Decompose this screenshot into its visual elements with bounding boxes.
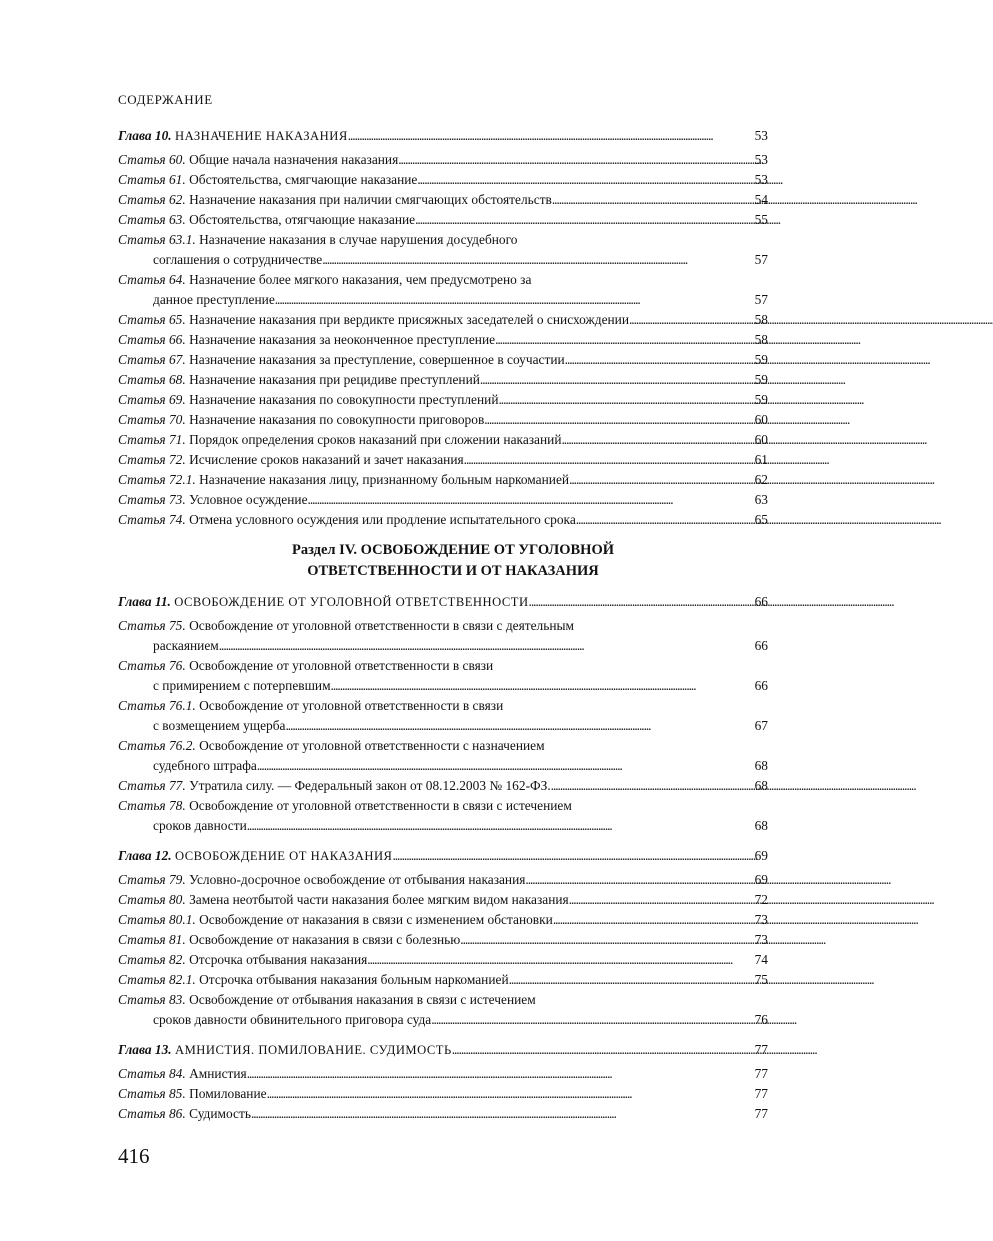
article-title-continued: данное преступление xyxy=(153,292,275,307)
toc-entry xyxy=(118,736,768,776)
page-ref: 68 xyxy=(754,758,768,773)
page-ref: 77 xyxy=(754,1106,768,1121)
article-title: Назначение наказания лицу, признанному больным наркоманией xyxy=(199,472,570,487)
chapter-title: ОСВОБОЖДЕНИЕ ОТ НАКАЗАНИЯ xyxy=(174,849,393,863)
page-ref: 66 xyxy=(754,638,768,653)
page-ref: 66 xyxy=(754,594,768,609)
toc-entry xyxy=(118,1084,768,1104)
article-label: Статья 83. xyxy=(118,992,186,1007)
article-label: Статья 72. xyxy=(118,452,186,467)
toc-entry xyxy=(118,470,768,490)
article-title: Назначение наказания за преступление, совершенное в соучастии xyxy=(189,352,565,367)
page-ref: 72 xyxy=(754,892,768,907)
leader-dots xyxy=(247,1064,754,1084)
leader-dots xyxy=(553,910,754,930)
page-ref: 74 xyxy=(754,952,768,967)
toc-entry xyxy=(118,310,768,330)
article-heading xyxy=(118,410,484,430)
article-title: Отмена условного осуждения или продление испытательного срока xyxy=(189,512,576,527)
page-ref: 61 xyxy=(754,452,768,467)
article-heading xyxy=(118,350,565,370)
page-ref: 75 xyxy=(754,972,768,987)
leader-dots xyxy=(417,170,753,190)
toc-entry-line xyxy=(118,756,768,776)
leader-dots xyxy=(251,1104,754,1124)
article-title-continued: с примирением с потерпевшим xyxy=(153,678,331,693)
article-label: Статья 79. xyxy=(118,872,186,887)
article-title-continued: с возмещением ущерба xyxy=(153,718,286,733)
article-heading xyxy=(118,776,551,796)
article-heading xyxy=(118,390,499,410)
article-label: Статья 82. xyxy=(118,952,186,967)
chapter-heading xyxy=(118,126,768,146)
leader-dots xyxy=(525,870,753,890)
article-label: Статья 65. xyxy=(118,312,186,327)
article-label: Статья 85. xyxy=(118,1086,186,1101)
toc-entry-line xyxy=(118,150,768,170)
leader-dots xyxy=(367,950,753,970)
toc-entry xyxy=(118,490,768,510)
article-heading xyxy=(118,370,480,390)
page-ref: 62 xyxy=(754,472,768,487)
leader-dots xyxy=(452,1040,754,1060)
article-title: Утратила силу. — Федеральный закон от 08.12.2003 № 162-ФЗ. xyxy=(189,778,551,793)
article-heading xyxy=(118,210,415,230)
article-title-continued: раскаянием xyxy=(153,638,219,653)
toc-entry xyxy=(118,410,768,430)
toc-entry-line xyxy=(118,1104,768,1124)
page-ref: 77 xyxy=(754,1042,768,1057)
toc-entry-line xyxy=(118,616,768,636)
leader-dots xyxy=(495,330,754,350)
article-title: Освобождение от отбывания наказания в связи с истечением xyxy=(189,992,536,1007)
chapter-heading xyxy=(118,846,768,866)
page-ref: 59 xyxy=(754,372,768,387)
article-label: Статья 73. xyxy=(118,492,186,507)
toc-entry-line xyxy=(118,170,768,190)
table-of-contents xyxy=(118,126,768,1124)
chapter-heading xyxy=(118,592,768,612)
page-ref: 60 xyxy=(754,432,768,447)
leader-dots xyxy=(551,776,754,796)
article-label: Статья 77. xyxy=(118,778,186,793)
leader-dots xyxy=(331,676,754,696)
article-label: Статья 76.1. xyxy=(118,698,196,713)
article-heading xyxy=(118,330,495,350)
toc-entry-line xyxy=(118,696,768,716)
leader-dots xyxy=(257,756,754,776)
toc-entry-line xyxy=(118,390,768,410)
page-ref: 65 xyxy=(754,512,768,527)
article-label: Статья 76. xyxy=(118,658,186,673)
chapter-label: Глава 10. xyxy=(118,128,172,143)
article-label: Статья 71. xyxy=(118,432,186,447)
leader-dots xyxy=(398,150,753,170)
page-ref: 53 xyxy=(754,152,768,167)
toc-entry-line xyxy=(118,1010,768,1030)
toc-entry-line xyxy=(118,190,768,210)
article-heading xyxy=(118,1104,251,1124)
toc-entry-line xyxy=(118,290,768,310)
toc-entry-line xyxy=(118,910,768,930)
toc-entry xyxy=(118,970,768,990)
page-ref: 53 xyxy=(754,172,768,187)
article-title: Освобождение от наказания в связи с изменением обстановки xyxy=(199,912,553,927)
article-label: Статья 78. xyxy=(118,798,186,813)
article-heading xyxy=(118,950,367,970)
article-label: Статья 70. xyxy=(118,412,186,427)
leader-dots xyxy=(569,470,754,490)
article-heading xyxy=(118,510,576,530)
article-title: Освобождение от уголовной ответственности с назначением xyxy=(199,738,545,753)
toc-entry xyxy=(118,450,768,470)
toc-entry-line xyxy=(118,410,768,430)
toc-entry-line xyxy=(118,816,768,836)
article-label: Статья 84. xyxy=(118,1066,186,1081)
toc-entry xyxy=(118,1064,768,1084)
toc-entry xyxy=(118,190,768,210)
article-label: Статья 62. xyxy=(118,192,186,207)
toc-entry xyxy=(118,796,768,836)
article-title: Назначение наказания за неоконченное преступление xyxy=(189,332,496,347)
article-title: Освобождение от уголовной ответственности в связи xyxy=(199,698,504,713)
toc-entry-line xyxy=(118,370,768,390)
toc-entry-line xyxy=(118,1064,768,1084)
toc-entry-line xyxy=(118,776,768,796)
toc-entry xyxy=(118,990,768,1030)
article-title-continued: сроков давности обвинительного приговора суда xyxy=(153,1012,432,1027)
toc-entry-line xyxy=(118,716,768,736)
leader-dots xyxy=(348,126,754,146)
article-title: Назначение более мягкого наказания, чем предусмотрено за xyxy=(189,272,532,287)
page-ref: 77 xyxy=(754,1066,768,1081)
toc-entry-line xyxy=(118,210,768,230)
article-heading xyxy=(118,450,464,470)
article-title: Освобождение от уголовной ответственности в связи xyxy=(189,658,494,673)
toc-entry xyxy=(118,330,768,350)
article-title-continued: соглашения о сотрудничестве xyxy=(153,252,323,267)
toc-entry-line xyxy=(118,310,768,330)
article-title: Порядок определения сроков наказаний при сложении наказаний xyxy=(189,432,562,447)
toc-entry xyxy=(118,210,768,230)
page-ref: 57 xyxy=(754,252,768,267)
toc-entry xyxy=(118,350,768,370)
toc-entry xyxy=(118,696,768,736)
article-label: Статья 66. xyxy=(118,332,186,347)
page-ref: 58 xyxy=(754,332,768,347)
toc-entry xyxy=(118,510,768,530)
article-title: Судимость xyxy=(189,1106,251,1121)
article-label: Статья 81. xyxy=(118,932,186,947)
leader-dots xyxy=(464,450,754,470)
leader-dots xyxy=(552,190,754,210)
article-label: Статья 74. xyxy=(118,512,186,527)
article-title: Назначение наказания по совокупности приговоров xyxy=(189,412,485,427)
article-label: Статья 61. xyxy=(118,172,186,187)
page-ref: 59 xyxy=(754,392,768,407)
article-title: Обстоятельства, смягчающие наказание xyxy=(189,172,418,187)
page-ref: 69 xyxy=(754,872,768,887)
page-ref: 66 xyxy=(754,678,768,693)
chapter-title: АМНИСТИЯ. ПОМИЛОВАНИЕ. СУДИМОСТЬ xyxy=(174,1043,452,1057)
article-label: Статья 63.1. xyxy=(118,232,196,247)
leader-dots xyxy=(431,1010,753,1030)
leader-dots xyxy=(576,510,754,530)
toc-entry xyxy=(118,870,768,890)
page-number: 416 xyxy=(118,1144,150,1168)
page-ref: 60 xyxy=(754,412,768,427)
chapter-label: Глава 11. xyxy=(118,594,171,609)
leader-dots xyxy=(565,350,754,370)
article-label: Статья 63. xyxy=(118,212,186,227)
section-heading-line: Раздел IV. ОСВОБОЖДЕНИЕ ОТ УГОЛОВНОЙ xyxy=(291,542,615,558)
toc-entry-line xyxy=(118,796,768,816)
toc-entry xyxy=(118,910,768,930)
toc-entry-line xyxy=(118,470,768,490)
leader-dots xyxy=(275,290,754,310)
toc-entry xyxy=(118,1104,768,1124)
leader-dots xyxy=(322,250,753,270)
article-label: Статья 69. xyxy=(118,392,186,407)
article-label: Статья 80.1. xyxy=(118,912,196,927)
article-label: Статья 75. xyxy=(118,618,186,633)
leader-dots xyxy=(219,636,754,656)
article-heading xyxy=(118,310,629,330)
article-title: Общие начала назначения наказания xyxy=(189,152,399,167)
leader-dots xyxy=(480,370,754,390)
toc-entry-line xyxy=(118,430,768,450)
article-heading xyxy=(118,1064,247,1084)
toc-entry-line xyxy=(118,510,768,530)
toc-entry xyxy=(118,890,768,910)
article-title: Освобождение от уголовной ответственности в связи с деятельным xyxy=(189,618,574,633)
toc-entry xyxy=(118,390,768,410)
chapter-entries xyxy=(118,1064,768,1124)
page-ref: 67 xyxy=(754,718,768,733)
leader-dots xyxy=(484,410,753,430)
page-ref: 73 xyxy=(754,912,768,927)
article-heading xyxy=(118,190,552,210)
article-title: Исчисление сроков наказаний и зачет наказания xyxy=(189,452,464,467)
toc-entry-line xyxy=(118,1084,768,1104)
article-heading xyxy=(118,890,569,910)
toc-entry-line xyxy=(118,350,768,370)
toc-entry xyxy=(118,230,768,270)
leader-dots xyxy=(392,846,753,866)
article-title: Отсрочка отбывания наказания больным наркоманией xyxy=(199,972,509,987)
toc-entry-line xyxy=(118,736,768,756)
article-heading xyxy=(118,970,509,990)
section-heading xyxy=(118,540,768,582)
article-label: Статья 72.1. xyxy=(118,472,196,487)
leader-dots xyxy=(509,970,754,990)
section-heading-line: ОТВЕТСТВЕННОСТИ И ОТ НАКАЗАНИЯ xyxy=(307,563,599,579)
toc-entry xyxy=(118,616,768,656)
article-title: Замена неотбытой части наказания более мягким видом наказания xyxy=(189,892,569,907)
leader-dots xyxy=(629,310,754,330)
page-ref: 58 xyxy=(754,312,768,327)
article-heading xyxy=(118,870,525,890)
toc-entry-line xyxy=(118,930,768,950)
page-ref: 57 xyxy=(754,292,768,307)
toc-entry xyxy=(118,950,768,970)
article-heading xyxy=(118,430,562,450)
toc-entry-line xyxy=(118,330,768,350)
article-heading xyxy=(118,150,398,170)
page-ref: 54 xyxy=(754,192,768,207)
toc-entry-line xyxy=(118,450,768,470)
toc-entry xyxy=(118,430,768,450)
article-label: Статья 86. xyxy=(118,1106,186,1121)
article-title-continued: судебного штрафа xyxy=(153,758,257,773)
page-ref: 69 xyxy=(754,848,768,863)
page-ref: 68 xyxy=(754,818,768,833)
toc-entry-line xyxy=(118,870,768,890)
leader-dots xyxy=(569,890,754,910)
article-label: Статья 80. xyxy=(118,892,186,907)
leader-dots xyxy=(247,816,754,836)
article-heading xyxy=(118,910,553,930)
toc-entry-line xyxy=(118,490,768,510)
page-ref: 63 xyxy=(754,492,768,507)
running-title: СОДЕРЖАНИЕ xyxy=(118,92,213,107)
article-title: Условное осуждение xyxy=(189,492,308,507)
toc-entry xyxy=(118,656,768,696)
article-heading xyxy=(118,170,417,190)
page-ref: 73 xyxy=(754,932,768,947)
toc-entry-line xyxy=(118,250,768,270)
chapter-title: ОСВОБОЖДЕНИЕ ОТ УГОЛОВНОЙ ОТВЕТСТВЕННОСТИ xyxy=(174,595,529,609)
chapter-label: Глава 13. xyxy=(118,1042,172,1057)
article-label: Статья 76.2. xyxy=(118,738,196,753)
chapter-entries xyxy=(118,150,768,530)
article-title: Освобождение от наказания в связи с болезнью xyxy=(189,932,461,947)
article-label: Статья 64. xyxy=(118,272,186,287)
page-ref: 77 xyxy=(754,1086,768,1101)
chapter-entries xyxy=(118,870,768,1030)
leader-dots xyxy=(267,1084,754,1104)
article-title: Назначение наказания в случае нарушения досудебного xyxy=(199,232,518,247)
article-heading xyxy=(118,930,460,950)
chapter-label: Глава 12. xyxy=(118,848,172,863)
page-ref: 59 xyxy=(754,352,768,367)
chapter-entries xyxy=(118,616,768,836)
article-title: Отсрочка отбывания наказания xyxy=(189,952,368,967)
page-ref: 53 xyxy=(754,128,768,143)
toc-entry-line xyxy=(118,230,768,250)
toc-entry-line xyxy=(118,636,768,656)
article-heading xyxy=(118,1084,267,1104)
toc-entry xyxy=(118,930,768,950)
article-title: Назначение наказания при наличии смягчающих обстоятельств xyxy=(189,192,552,207)
toc-entry xyxy=(118,370,768,390)
article-title: Назначение наказания по совокупности преступлений xyxy=(189,392,499,407)
article-label: Статья 60. xyxy=(118,152,186,167)
article-heading xyxy=(118,490,308,510)
page-ref: 55 xyxy=(754,212,768,227)
toc-entry-line xyxy=(118,890,768,910)
page-ref: 68 xyxy=(754,778,768,793)
toc-entry-line xyxy=(118,970,768,990)
article-title: Назначение наказания при рецидиве преступлений xyxy=(189,372,480,387)
article-label: Статья 82.1. xyxy=(118,972,196,987)
chapter-title: НАЗНАЧЕНИЕ НАКАЗАНИЯ xyxy=(174,129,348,143)
leader-dots xyxy=(415,210,753,230)
toc-entry xyxy=(118,776,768,796)
toc-entry-line xyxy=(118,950,768,970)
article-title: Обстоятельства, отягчающие наказание xyxy=(189,212,416,227)
toc-entry xyxy=(118,170,768,190)
leader-dots xyxy=(286,716,754,736)
toc-entry-line xyxy=(118,270,768,290)
article-title: Условно-досрочное освобождение от отбывания наказания xyxy=(189,872,526,887)
chapter-heading xyxy=(118,1040,768,1060)
toc-entry-line xyxy=(118,676,768,696)
article-title: Амнистия xyxy=(189,1066,247,1081)
toc-entry-line xyxy=(118,990,768,1010)
article-label: Статья 67. xyxy=(118,352,186,367)
toc-entry-line xyxy=(118,656,768,676)
article-title: Помилование xyxy=(189,1086,267,1101)
article-heading xyxy=(118,470,569,490)
leader-dots xyxy=(308,490,754,510)
article-label: Статья 68. xyxy=(118,372,186,387)
article-title: Освобождение от уголовной ответственности в связи с истечением xyxy=(189,798,572,813)
leader-dots xyxy=(562,430,754,450)
leader-dots xyxy=(499,390,754,410)
article-title: Назначение наказания при вердикте присяжных заседателей о снисхождении xyxy=(189,312,630,327)
toc-entry xyxy=(118,270,768,310)
leader-dots xyxy=(460,930,753,950)
toc-entry xyxy=(118,150,768,170)
article-title-continued: сроков давности xyxy=(153,818,247,833)
page-ref: 76 xyxy=(754,1012,768,1027)
leader-dots xyxy=(529,592,754,612)
